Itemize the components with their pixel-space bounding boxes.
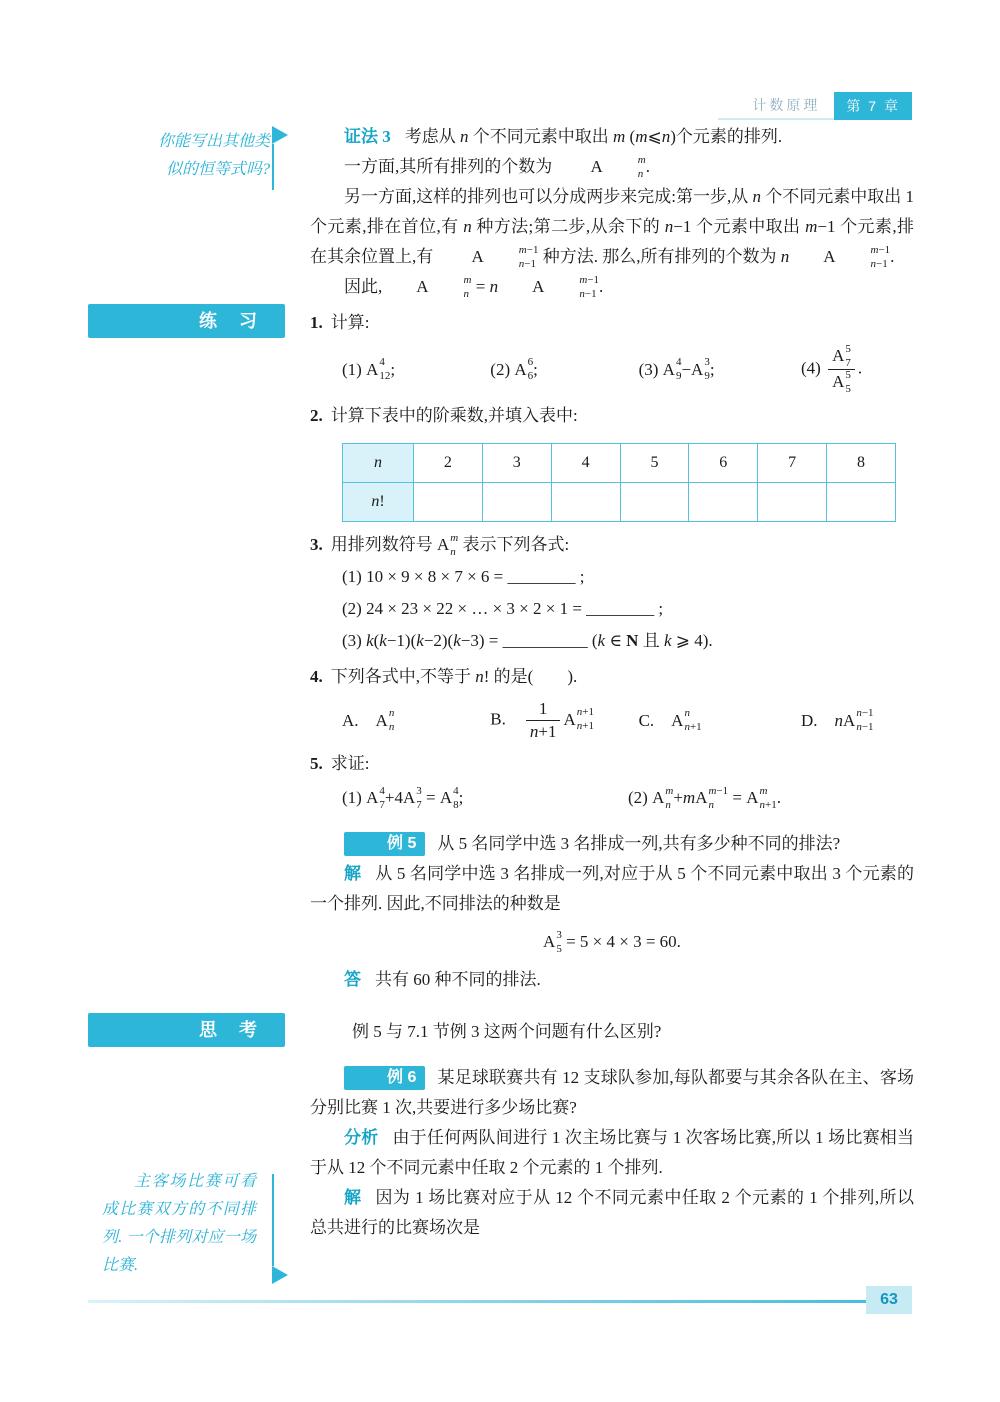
proof3-label: 证法 3 bbox=[344, 127, 391, 146]
exercise-5-item-1: (1) A 4 7 +4 A 3 7 = A 4 8 ; bbox=[342, 784, 464, 811]
exercise-3-title: 用排列数符号 A m n 表示下列各式: bbox=[330, 531, 570, 558]
exercise-1 bbox=[199, 308, 914, 395]
example-5-answer bbox=[310, 965, 914, 995]
factorial-table bbox=[342, 443, 896, 522]
exercise-3-number: 3. bbox=[310, 535, 323, 554]
exercise-1-items bbox=[310, 344, 914, 395]
triangle-pointer-icon bbox=[272, 1266, 288, 1284]
exercise-4-options bbox=[310, 698, 914, 743]
think-question: 例 5 与 7.1 节例 3 这两个问题有什么区别? bbox=[352, 1022, 662, 1042]
margin-note-bracket-bottom bbox=[272, 1174, 290, 1284]
exercise-2 bbox=[310, 401, 914, 522]
table-cell-empty bbox=[414, 483, 483, 522]
table-cell: 2 bbox=[414, 444, 483, 483]
exercise-3-item-2: (2) 24 × 23 × 22 × … × 3 × 2 × 1 = ________ ; bbox=[342, 599, 664, 618]
practice-box bbox=[88, 304, 285, 338]
table-row bbox=[343, 444, 896, 483]
example-6-solution bbox=[310, 1183, 914, 1243]
analysis-label: 分析 bbox=[344, 1128, 379, 1148]
footer-rule bbox=[88, 1300, 912, 1303]
proof3-text-1: 考虑从 n 个不同元素中取出 m (m⩽n)个元素的排列. bbox=[404, 127, 783, 146]
think-box-label: 思 考 bbox=[199, 1020, 259, 1041]
margin-note-home-away: 主客场比赛可看成比赛双方的不同排列. 一个排列对应一场比赛. bbox=[102, 1173, 256, 1274]
exercise-3 bbox=[310, 530, 914, 656]
exercise-1-title: 计算: bbox=[330, 313, 370, 332]
exercise-2-title: 计算下表中的阶乘数,并填入表中: bbox=[330, 406, 578, 425]
exercise-5-title: 求证: bbox=[330, 754, 370, 774]
exercise-5 bbox=[310, 749, 914, 813]
bracket-bar bbox=[272, 144, 274, 190]
practice-box-label: 练 习 bbox=[199, 311, 259, 331]
table-cell-empty bbox=[827, 483, 896, 522]
exercise-4-option-a: A. A n n bbox=[342, 707, 395, 734]
exercise-1-item-3: (3) A 4 9 − A 3 9 ; bbox=[638, 356, 715, 382]
table-cell-empty bbox=[758, 483, 827, 522]
example-5-answer-text: 共有 60 种不同的排法. bbox=[375, 970, 541, 990]
exercise-4-head bbox=[310, 662, 914, 692]
exercise-3-head bbox=[310, 530, 914, 560]
exercise-4-option-d: D. n A n−1 n−1 bbox=[801, 707, 874, 734]
section-title: 计数原理 bbox=[718, 92, 834, 120]
exercise-1-item-4: (4) A 5 7 A 5 5 . bbox=[801, 343, 863, 395]
table-header-n-factorial: n! bbox=[343, 483, 414, 522]
page-number: 63 bbox=[866, 1286, 912, 1314]
answer-label: 答 bbox=[344, 970, 361, 990]
example-5-solution bbox=[310, 859, 914, 919]
proof3-conclusion: 因此, A m n = n A m−1 n−1 . bbox=[344, 273, 604, 300]
proof3-paragraph-1 bbox=[310, 122, 914, 152]
margin-note-identity: 你能写出其他类似的恒等式吗? bbox=[157, 133, 270, 178]
example-5-question-text: 从 5 名同学中选 3 名排成一列,共有多少种不同的排法? bbox=[437, 834, 841, 854]
exercise-3-item-3: (3) k(k−1)(k−2)(k−3) = __________ (k ∈ N 且 k ⩾ 4). bbox=[342, 631, 713, 650]
page-header bbox=[718, 92, 912, 120]
solve-label: 解 bbox=[344, 864, 362, 884]
exercise-4 bbox=[310, 662, 914, 743]
triangle-pointer-icon bbox=[272, 126, 288, 144]
margin-note-bracket-top bbox=[272, 126, 290, 190]
example-6-question-text: 某足球联赛共有 12 支球队参加,每队都要与其余各队在主、客场分别比赛 1 次,共要进行多少场比赛? bbox=[310, 1068, 914, 1118]
table-cell: 3 bbox=[482, 444, 551, 483]
exercise-5-head bbox=[310, 749, 914, 779]
chapter-badge: 第 7 章 bbox=[834, 92, 912, 120]
proof3-paragraph-2: 一方面,其所有排列的个数为 A m n . bbox=[344, 153, 650, 180]
exercise-2-number: 2. bbox=[310, 406, 323, 425]
table-cell-empty bbox=[689, 483, 758, 522]
example-5-question bbox=[310, 829, 914, 859]
exercise-4-option-b: B. $\frac{1}{n+1}$ A n+1 n+1 bbox=[490, 699, 594, 742]
example-6-analysis-text: 由于任何两队间进行 1 次主场比赛与 1 次客场比赛,所以 1 场比赛相当于从 12 个不同元素中任取 2 个元素的 1 个排列. bbox=[310, 1128, 915, 1178]
table-header-n: n bbox=[343, 444, 414, 483]
example-5-equation: A 3 5 = 5 × 4 × 3 = 60. bbox=[543, 928, 681, 955]
exercise-1-item-1: (1) A 4 12 ; bbox=[342, 356, 396, 382]
table-cell-empty bbox=[620, 483, 689, 522]
example-5-badge: 例 5 bbox=[344, 832, 425, 856]
exercise-5-number: 5. bbox=[310, 754, 323, 774]
exercise-4-title: 下列各式中,不等于 n! 的是( ). bbox=[330, 667, 578, 686]
example-6-solution-text: 因为 1 场比赛对应于从 12 个不同元素中任取 2 个元素的 1 个排列,所以总共进行的比赛场次是 bbox=[310, 1188, 915, 1238]
think-box bbox=[88, 1013, 285, 1047]
example-5 bbox=[310, 829, 914, 995]
table-cell: 7 bbox=[758, 444, 827, 483]
exercise-4-option-c: C. A n n+1 bbox=[638, 707, 702, 734]
proof3-paragraph-3: 另一方面,这样的排列也可以分成两步来完成:第一步,从 n 个不同元素中取出 1 个元素,排在首位,有 n 种方法;第二步,从余下的 n−1 个元素中取出 m−1 个元素,排在其余位置上,有 A m−1 n−1 种方法. 那么,所有排列的个数为 n A m−1 n−1 . bbox=[310, 187, 914, 270]
table-cell: 6 bbox=[689, 444, 758, 483]
exercise-3-item-1: (1) 10 × 9 × 8 × 7 × 6 = ________ ; bbox=[342, 567, 585, 586]
exercise-1-head bbox=[199, 308, 914, 338]
exercise-4-number: 4. bbox=[310, 667, 323, 686]
table-cell: 5 bbox=[620, 444, 689, 483]
table-cell: 8 bbox=[827, 444, 896, 483]
exercise-5-item-2: (2) A m n +m A m−1 n = A m n+1 . bbox=[628, 784, 781, 811]
table-cell: 4 bbox=[551, 444, 620, 483]
solve-label: 解 bbox=[344, 1188, 362, 1208]
example-6 bbox=[310, 1063, 914, 1243]
exercise-5-items bbox=[310, 783, 914, 813]
example-6-badge: 例 6 bbox=[344, 1066, 425, 1090]
think-section bbox=[199, 1017, 914, 1047]
example-6-analysis bbox=[310, 1123, 914, 1183]
table-cell-empty bbox=[482, 483, 551, 522]
example-6-question bbox=[310, 1063, 914, 1123]
bracket-bar bbox=[272, 1174, 274, 1266]
exercise-1-item-2: (2) A 6 6 ; bbox=[490, 356, 538, 382]
exercise-2-head bbox=[310, 401, 914, 431]
exercise-1-number: 1. bbox=[310, 313, 323, 332]
table-row bbox=[343, 483, 896, 522]
table-cell-empty bbox=[551, 483, 620, 522]
example-5-solution-text: 从 5 名同学中选 3 名排成一列,对应于从 5 个不同元素中取出 3 个元素的一个排列. 因此,不同排法的种数是 bbox=[310, 864, 915, 914]
